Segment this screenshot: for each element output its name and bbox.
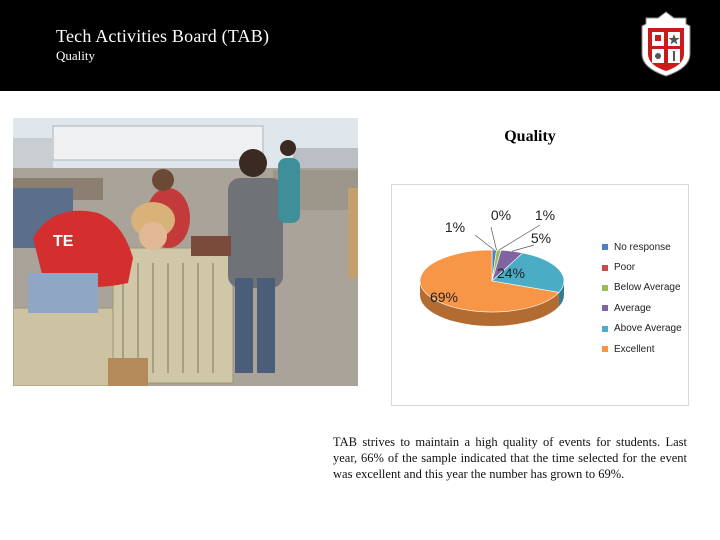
legend-swatch [602,326,608,332]
data-label-above-average: 24% [496,265,526,281]
legend-item-excellent [602,339,692,359]
shirt-print: TE [53,233,74,250]
legend-label: Poor [614,262,636,274]
legend-item-above-average [602,319,692,339]
legend-label: Below Average [614,282,681,294]
legend-swatch [602,265,608,271]
legend-label: Excellent [614,343,655,355]
header-bar [0,0,720,91]
legend-swatch [602,305,608,311]
leader-line-poor [491,227,497,250]
legend-item-poor [602,257,692,277]
page-subtitle: Quality [56,48,95,63]
legend-label: No response [614,241,671,253]
legend-swatch [602,285,608,291]
description-text: TAB strives to maintain a high quality of events for students. Last year, 66% of the sample indicated that the time selected for the event was excellent and this year the number has grown to 69%. [333,435,687,481]
data-label-average: 5% [530,230,552,246]
legend-swatch [602,244,608,250]
chart-title: Quality [504,128,556,145]
chart-legend [602,237,692,359]
legend-item-no-response [602,237,692,257]
data-label-below-average: 1% [534,207,556,223]
data-label-poor: 0% [490,207,512,223]
volunteers-photo [13,118,358,386]
legend-swatch [602,346,608,352]
photo-illustration [13,118,358,386]
page-title: Tech Activities Board (TAB) [56,26,270,46]
university-seal-icon [640,10,692,78]
legend-item-below-average [602,278,692,298]
legend-label: Above Average [614,323,682,335]
legend-label: Average [614,302,652,314]
pie-chart [391,184,689,406]
data-label-no-response: 1% [444,219,466,235]
legend-item-average [602,298,692,318]
data-label-excellent: 69% [429,289,459,305]
leader-line-no-response [475,235,494,250]
